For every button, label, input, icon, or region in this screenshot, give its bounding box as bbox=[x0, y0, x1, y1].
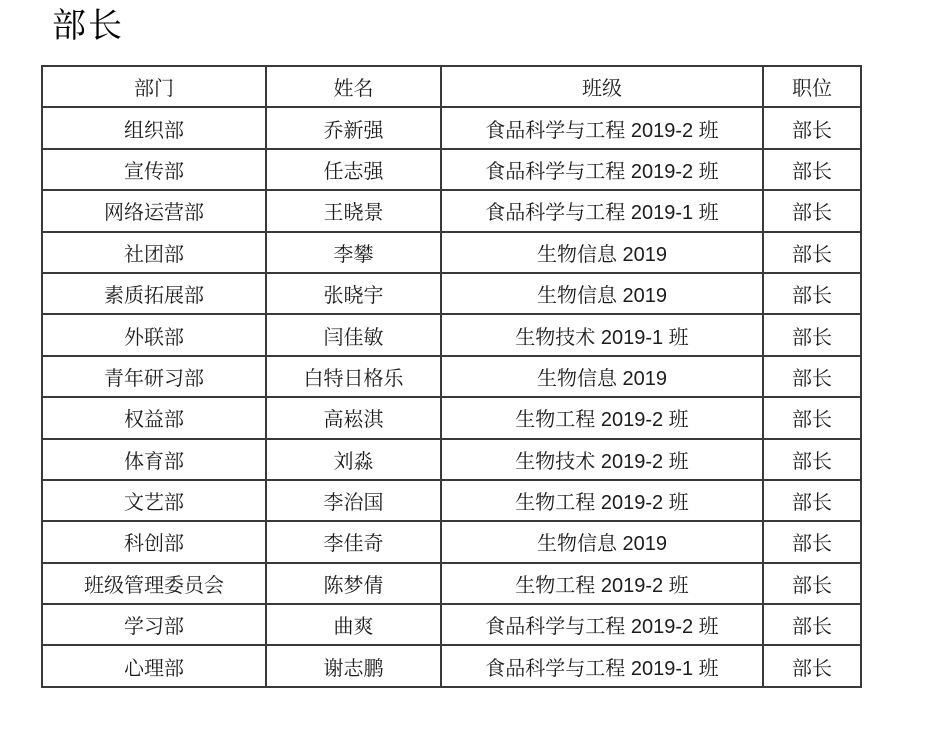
cell-class: 食品科学与工程 2019-1 班 bbox=[441, 190, 763, 231]
cell-position: 部长 bbox=[763, 563, 861, 604]
cell-class: 食品科学与工程 2019-1 班 bbox=[441, 645, 763, 686]
column-header-class: 班级 bbox=[441, 66, 763, 107]
table-row bbox=[42, 190, 861, 231]
cell-position: 部长 bbox=[763, 273, 861, 314]
cell-name: 李攀 bbox=[266, 232, 441, 273]
cell-department: 外联部 bbox=[42, 314, 266, 355]
cell-name: 李治国 bbox=[266, 480, 441, 521]
cell-position: 部长 bbox=[763, 397, 861, 438]
cell-position: 部长 bbox=[763, 314, 861, 355]
cell-department: 学习部 bbox=[42, 604, 266, 645]
cell-position: 部长 bbox=[763, 645, 861, 686]
cell-name: 曲爽 bbox=[266, 604, 441, 645]
roster-table bbox=[41, 65, 862, 688]
cell-position: 部长 bbox=[763, 480, 861, 521]
table-row bbox=[42, 232, 861, 273]
cell-department: 权益部 bbox=[42, 397, 266, 438]
cell-class: 食品科学与工程 2019-2 班 bbox=[441, 604, 763, 645]
table-row bbox=[42, 480, 861, 521]
cell-position: 部长 bbox=[763, 149, 861, 190]
cell-name: 张晓宇 bbox=[266, 273, 441, 314]
table-row bbox=[42, 439, 861, 480]
column-header-department: 部门 bbox=[42, 66, 266, 107]
table-row bbox=[42, 397, 861, 438]
cell-name: 李佳奇 bbox=[266, 521, 441, 562]
table-row bbox=[42, 645, 861, 686]
cell-department: 班级管理委员会 bbox=[42, 563, 266, 604]
cell-class: 生物信息 2019 bbox=[441, 356, 763, 397]
cell-department: 网络运营部 bbox=[42, 190, 266, 231]
cell-class: 生物信息 2019 bbox=[441, 232, 763, 273]
cell-position: 部长 bbox=[763, 604, 861, 645]
page-title: 部长 bbox=[52, 6, 124, 46]
cell-department: 科创部 bbox=[42, 521, 266, 562]
cell-position: 部长 bbox=[763, 107, 861, 148]
cell-class: 生物信息 2019 bbox=[441, 273, 763, 314]
cell-class: 生物工程 2019-2 班 bbox=[441, 480, 763, 521]
column-header-name: 姓名 bbox=[266, 66, 441, 107]
cell-class: 食品科学与工程 2019-2 班 bbox=[441, 107, 763, 148]
cell-name: 白特日格乐 bbox=[266, 356, 441, 397]
cell-position: 部长 bbox=[763, 190, 861, 231]
cell-department: 宣传部 bbox=[42, 149, 266, 190]
cell-class: 生物技术 2019-1 班 bbox=[441, 314, 763, 355]
table-row bbox=[42, 314, 861, 355]
cell-position: 部长 bbox=[763, 521, 861, 562]
cell-position: 部长 bbox=[763, 356, 861, 397]
cell-department: 组织部 bbox=[42, 107, 266, 148]
cell-position: 部长 bbox=[763, 439, 861, 480]
table-row bbox=[42, 356, 861, 397]
table-row bbox=[42, 563, 861, 604]
cell-department: 文艺部 bbox=[42, 480, 266, 521]
cell-department: 社团部 bbox=[42, 232, 266, 273]
cell-name: 闫佳敏 bbox=[266, 314, 441, 355]
table-row bbox=[42, 521, 861, 562]
column-header-position: 职位 bbox=[763, 66, 861, 107]
cell-name: 任志强 bbox=[266, 149, 441, 190]
cell-position: 部长 bbox=[763, 232, 861, 273]
cell-class: 食品科学与工程 2019-2 班 bbox=[441, 149, 763, 190]
cell-name: 陈梦倩 bbox=[266, 563, 441, 604]
table-row bbox=[42, 149, 861, 190]
cell-name: 高崧淇 bbox=[266, 397, 441, 438]
cell-name: 乔新强 bbox=[266, 107, 441, 148]
cell-name: 王晓景 bbox=[266, 190, 441, 231]
table-row bbox=[42, 604, 861, 645]
cell-class: 生物信息 2019 bbox=[441, 521, 763, 562]
cell-name: 谢志鹏 bbox=[266, 645, 441, 686]
cell-class: 生物工程 2019-2 班 bbox=[441, 397, 763, 438]
cell-name: 刘淼 bbox=[266, 439, 441, 480]
cell-class: 生物工程 2019-2 班 bbox=[441, 563, 763, 604]
table-row bbox=[42, 107, 861, 148]
header-row bbox=[42, 66, 861, 107]
cell-department: 体育部 bbox=[42, 439, 266, 480]
table-row bbox=[42, 273, 861, 314]
cell-department: 素质拓展部 bbox=[42, 273, 266, 314]
cell-class: 生物技术 2019-2 班 bbox=[441, 439, 763, 480]
cell-department: 心理部 bbox=[42, 645, 266, 686]
cell-department: 青年研习部 bbox=[42, 356, 266, 397]
